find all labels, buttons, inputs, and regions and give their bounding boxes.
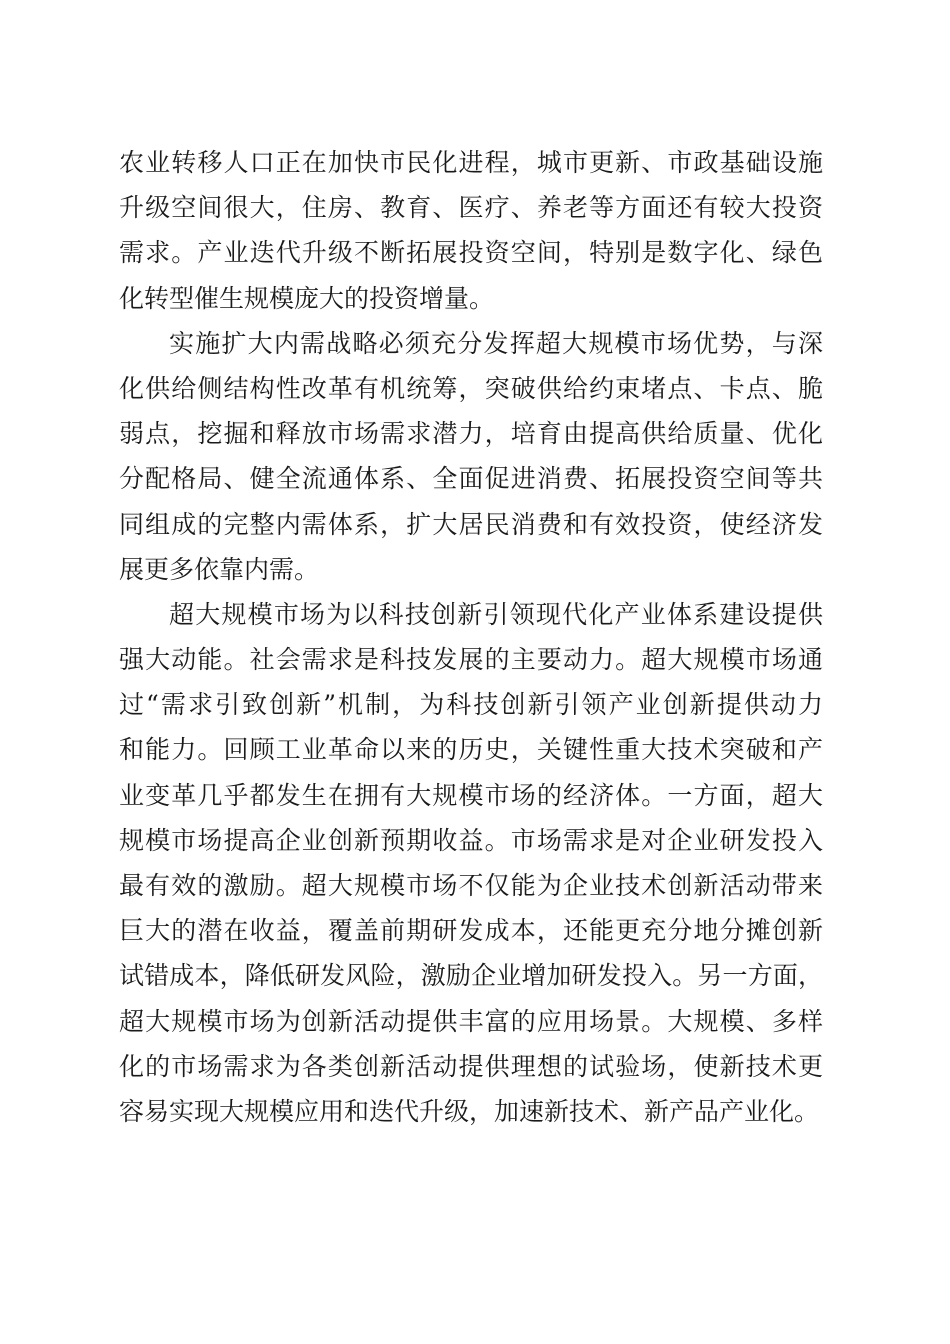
paragraph-3	[119, 592, 823, 1134]
paragraph-line: 和能力。回顾工业革命以来的历史，关键性重大技术突破和产	[119, 735, 823, 765]
paragraph-line: 最有效的激励。超大规模市场不仅能为企业技术创新活动带来	[119, 871, 823, 900]
paragraph-line: 化转型催生规模庞大的投资增量。	[119, 283, 495, 313]
paragraph-line: 超大规模市场为以科技创新引领现代化产业体系建设提供	[169, 599, 823, 629]
paragraph-line: 化供给侧结构性改革有机统筹，突破供给约束堵点、卡点、脆	[119, 373, 823, 403]
paragraph-line: 化的市场需求为各类创新活动提供理想的试验场，使新技术更	[119, 1051, 823, 1081]
paragraph-line: 分配格局、健全流通体系、全面促进消费、拓展投资空间等共	[119, 464, 823, 494]
paragraph-line: 展更多依靠内需。	[119, 554, 320, 584]
paragraph-line: 升级空间很大，住房、教育、医疗、养老等方面还有较大投资	[119, 193, 823, 223]
paragraph-2	[119, 321, 823, 592]
paragraph-line: 过“需求引致创新”机制，为科技创新引领产业创新提供动力	[119, 690, 823, 720]
body-text	[119, 140, 823, 1134]
paragraph-line: 弱点，挖掘和释放市场需求潜力，培育由提高供给质量、优化	[119, 419, 823, 449]
paragraph-line: 巨大的潜在收益，覆盖前期研发成本，还能更充分地分摊创新	[119, 916, 823, 946]
paragraph-line: 同组成的完整内需体系，扩大居民消费和有效投资，使经济发	[119, 509, 823, 539]
paragraph-line: 试错成本，降低研发风险，激励企业增加研发投入。另一方面，	[119, 961, 823, 991]
paragraph-line: 业变革几乎都发生在拥有大规模市场的经济体。一方面，超大	[119, 780, 823, 810]
paragraph-line: 需求。产业迭代升级不断拓展投资空间，特别是数字化、绿色	[119, 238, 823, 268]
paragraph-line: 实施扩大内需战略必须充分发挥超大规模市场优势，与深	[169, 328, 823, 358]
paragraph-line: 规模市场提高企业创新预期收益。市场需求是对企业研发投入	[119, 825, 823, 855]
paragraph-line: 超大规模市场为创新活动提供丰富的应用场景。大规模、多样	[119, 1006, 823, 1036]
paragraph-1	[119, 140, 823, 321]
paragraph-line: 强大动能。社会需求是科技发展的主要动力。超大规模市场通	[119, 645, 823, 675]
paragraph-line: 农业转移人口正在加快市民化进程，城市更新、市政基础设施	[119, 148, 823, 177]
paragraph-line: 容易实现大规模应用和迭代升级，加速新技术、新产品产业化。	[119, 1096, 820, 1126]
